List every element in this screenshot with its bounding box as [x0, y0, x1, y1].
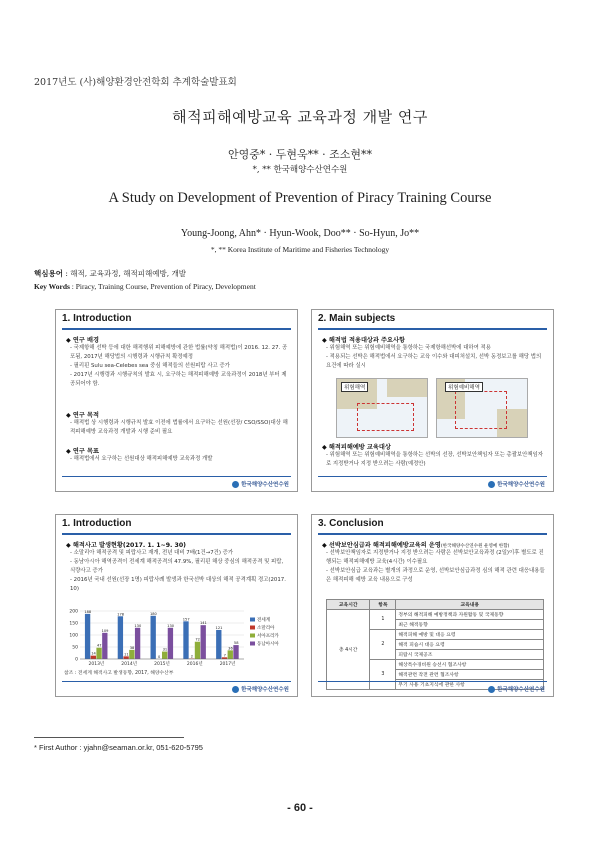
title-korean: 해적피해예방교육 교육과정 개발 연구 [172, 108, 428, 126]
legend-label: 전세계 [257, 618, 271, 623]
chart-bar [85, 614, 90, 659]
slide-title: 1. Introduction [62, 313, 132, 324]
chart-bar [135, 628, 140, 659]
footer-line [318, 476, 547, 477]
slide-title: 1. Introduction [62, 518, 132, 529]
chart-bar [123, 656, 128, 659]
logo-text: 한국해양수산연수원 [241, 687, 289, 693]
bar-data-label: 14 [91, 651, 96, 656]
bullet-heading: ◆ 해적사고 발생현황(2017. 1. 1~9. 30) [66, 542, 186, 549]
legend-label: 동남아시아 [257, 642, 279, 647]
chart-bar [102, 633, 107, 659]
logo-mark-icon [488, 686, 495, 693]
footer-line [62, 476, 291, 477]
table-cell-content: 해적관련 작전 관련 협조사항 [396, 670, 544, 680]
footnote-rule [34, 737, 184, 738]
page-number: - 60 - [287, 802, 313, 814]
chart-source: 참조 : 전세계 해적사고 발생동향, 2017, 해양수산부 [64, 671, 174, 676]
bar-data-label: 109 [101, 628, 109, 633]
bullet-heading: ◆ 연구 목적 [66, 412, 99, 419]
chart-bar [183, 621, 188, 659]
bar-data-label: 11 [124, 652, 129, 657]
bar-data-label: 0 [157, 655, 161, 659]
legend-swatch [250, 618, 255, 622]
bullet-text: - 해적법 상 시행령과 시행규칙 발효 이전에 법률에서 요구하는 선원(선장/ CSO/SSO)대상 해적피해예방 교육과정 개발과 시행 준비 필요 [70, 420, 288, 435]
x-tick-label: 2013년 [88, 662, 105, 667]
bar-data-label: 188 [84, 609, 92, 614]
land-area [387, 379, 427, 397]
bar-data-label: 2 [190, 654, 194, 659]
y-tick-label: 0 [75, 657, 78, 663]
keywords-korean-label: 핵심용어 [34, 269, 63, 278]
bar-data-label: 157 [182, 617, 190, 622]
bar-data-label: 141 [199, 621, 207, 626]
x-tick-label: 2014년 [121, 662, 138, 667]
institute-logo [232, 685, 289, 693]
table-cell-content: 해적 피습시 대응 요령 [396, 640, 544, 650]
legend-swatch [250, 642, 255, 646]
bar-data-label: 38 [129, 645, 135, 650]
bullet-heading: ◆ 해적피해예방 교육대상 [322, 444, 391, 451]
title-english: A Study on Development of Prevention of Piracy Training Course [108, 190, 492, 206]
x-tick-label: 2016년 [186, 662, 203, 667]
bar-data-label: 58 [233, 641, 239, 646]
table-cell-no: 2 [370, 630, 396, 660]
bar-data-label: 36 [228, 646, 233, 651]
preliminary-zone-map [436, 378, 528, 438]
bar-data-label: 130 [167, 623, 175, 628]
table-header: 교육내용 [396, 600, 544, 610]
bar-data-label: 47 [96, 643, 102, 648]
table-row [327, 610, 544, 620]
bar-data-label: 7 [223, 653, 226, 658]
table-cell-no: 1 [370, 610, 396, 630]
chart-bar [96, 648, 101, 659]
table-cell-content: 최근 해적동향 [396, 620, 544, 630]
keywords-english-label: Key Words [34, 282, 70, 291]
authors-english: Young-Joong, Ahn* · Hyun-Wook, Doo** · So-Hyun, Jo** [180, 228, 420, 239]
legend-swatch [250, 626, 255, 630]
chart-bar [233, 645, 238, 659]
footer-line [318, 681, 547, 682]
bullet-heading: ◆ 연구 배경 [66, 337, 99, 344]
bar-data-label: 178 [117, 612, 125, 617]
institute-logo [488, 480, 545, 488]
slide-title: 2. Main subjects [318, 313, 396, 324]
bullet-text: - 해적법에서 요구하는 선원대상 해적피해예방 교육과정 개발 [70, 456, 213, 462]
chart-bar [162, 652, 167, 659]
table-cell-content: 무기 사용 기초지식에 관한 사항 [396, 680, 544, 690]
legend-swatch [250, 634, 255, 638]
bullet-text: - 위험해역 또는 위험예비해역을 통항하는 선박의 선장, 선박보안책임자 또는 총괄보안책임자로 지정받거나 지정 받으려는 사람(예정안) [326, 452, 543, 467]
logo-text: 한국해양수산연수원 [241, 482, 289, 488]
bar-data-label: 31 [162, 647, 168, 652]
piracy-incidents-chart [64, 607, 290, 669]
affiliation-english: *, ** Korea Institute of Maritime and Fisheries Technology [210, 245, 390, 254]
training-course-table [326, 599, 544, 690]
table-cell-content: 피랍시 국제공조 [396, 650, 544, 660]
bullet-heading: ◆ 연구 목표 [66, 448, 99, 455]
table-cell-no: 3 [370, 660, 396, 690]
logo-text: 한국해양수산연수원 [497, 687, 545, 693]
bullet-text: - 위험해역 또는 위험예비해역을 통항하는 국제항해선박에 대하여 적용 - 적용되는 선박은 해적법에서 요구하는 교육 이수와 대피처설치, 선박 동정보고를 해당 법의 요건에 따라 실시 [326, 345, 542, 369]
keywords-english [34, 282, 256, 291]
institute-logo [232, 480, 289, 488]
danger-zone-outline [455, 391, 507, 429]
chart-bar [195, 642, 200, 659]
slide-main-subjects [311, 309, 554, 492]
slide-conclusion [311, 514, 554, 697]
logo-text: 한국해양수산연수원 [497, 482, 545, 488]
bullet-heading [322, 540, 509, 549]
logo-mark-icon [232, 481, 239, 488]
x-tick-label: 2017년 [219, 662, 236, 667]
table-cell-content: 해적피해 예방 및 대응 요령 [396, 630, 544, 640]
slide-introduction-2 [55, 514, 298, 697]
chart-bar [201, 625, 206, 659]
bar-data-label: 121 [215, 625, 223, 630]
map-label: 위험해역 [341, 382, 368, 392]
conference-header: 2017년도 (사)해양환경안전학회 추계학술발표회 [34, 77, 237, 88]
danger-zone-outline [357, 403, 414, 431]
bullet-text: - 선박보안책임자로 지정받거나 지정 받으려는 사람은 선박보안교육과정 (2일)이후 별도로 진행되는 해적피해예방 교육(4시간) 이수필요 - 선박보안심급 교육과는 별개의 과정으로 운영, 선박보안심급과정 심의 해적 관련 대응내용들은 해적피해 예방 교육 내용으로 구성 [326, 550, 545, 583]
y-tick-label: 150 [69, 621, 78, 627]
chart-bar [228, 650, 233, 659]
y-tick-label: 200 [69, 609, 78, 615]
bar-data-label: 130 [134, 623, 142, 628]
bullet-heading-note: (한국해양수산연수원 운영예 한함) [440, 544, 510, 549]
bar-data-label: 180 [149, 611, 157, 616]
chart-bar [222, 657, 227, 659]
bullet-heading-text: ◆ 선박보안심급과 해적피해예방교육의 운영 [322, 542, 441, 549]
chart-bar [168, 628, 173, 659]
title-underline [318, 328, 547, 330]
map-label: 위험예비해역 [445, 382, 483, 392]
table-header: 교육시간 [327, 600, 370, 610]
table-cell-time: 총 4시간 [327, 610, 370, 690]
chart-bar [91, 656, 96, 659]
chart-bar [129, 650, 134, 659]
bullet-text: - 국제항해 선박 등에 대한 해적행위 피해예방에 관한 법률(약칭 해적법)이 2016. 12. 27. 공포됨, 2017년 해당법의 시행령과 시행규칙 확정예정 - 필리핀 Sulu sea-Celebes sea 중심 해적들의 선원피랍 사고 증가 - 2017년 시행령과 시행규칙의 발효 시, 요구하는 해적피해예방 교육과정이 2018년 부터 제공되어야 함. [70, 345, 288, 387]
danger-zone-map [336, 378, 428, 438]
bar-data-label: 72 [195, 637, 200, 642]
y-tick-label: 100 [69, 633, 78, 639]
footer-line [62, 681, 291, 682]
keywords-korean [34, 268, 186, 279]
legend-label: 소말리아 [257, 626, 275, 631]
title-underline [62, 328, 291, 330]
table-header: 항목 [370, 600, 396, 610]
bullet-text: - 소말리아 해적공격 및 피랍사고 재개, 전년 대비 7배(1건→7건) 증가 - 동남아시아 해역공격이 전세계 해적공격의 47.9%, 필리핀 해상 중심의 해적공격 및 피랍, 식량사고 증가 - 2016년 국내 선원(선장 1명) 피랍사례 발생과 한국선박 대상의 해적 공격계획 경고(2017. 10) [70, 550, 286, 592]
logo-mark-icon [232, 686, 239, 693]
legend-label: 서아프리카 [257, 634, 279, 639]
chart-bar [118, 616, 123, 659]
y-tick-label: 50 [72, 645, 78, 651]
authors-korean: 안영중* · 두현욱** · 조소현** [227, 148, 373, 161]
bullet-heading: ◆ 해적법 적용대상과 주요사항 [322, 337, 405, 344]
slide-title: 3. Conclusion [318, 518, 384, 529]
slide-introduction-1 [55, 309, 298, 492]
keywords-korean-text: : 해적, 교육과정, 해적피해예방, 개발 [62, 269, 187, 278]
title-underline [318, 533, 547, 535]
logo-mark-icon [488, 481, 495, 488]
table-cell-content: 정부의 해적피해 예방정책과 자원활동 및 국제동향 [396, 610, 544, 620]
x-tick-label: 2015년 [154, 662, 170, 667]
chart-bar [151, 616, 156, 659]
chart-bar [216, 630, 221, 659]
table-cell-content: 해상특수경비원 승선시 협조사항 [396, 660, 544, 670]
keywords-english-text: : Piracy, Training Course, Prevention of Piracy, Development [69, 282, 256, 291]
institute-logo [488, 685, 545, 693]
footnote: * First Author : yjahn@seaman.or.kr, 051-620-5795 [34, 743, 203, 752]
title-underline [62, 533, 291, 535]
affiliation-korean: *, ** 한국해양수산연수원 [252, 165, 348, 175]
